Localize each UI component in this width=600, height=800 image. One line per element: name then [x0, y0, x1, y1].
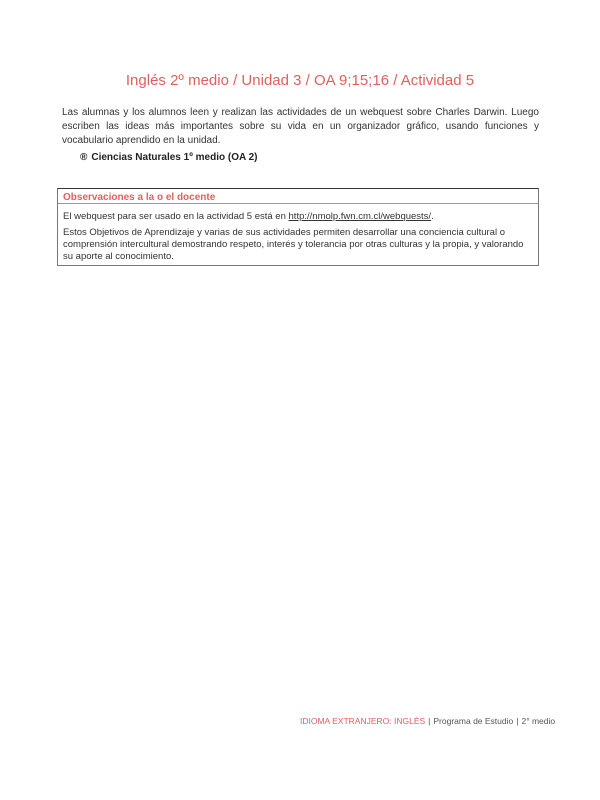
observations-paragraph-1	[63, 211, 533, 223]
footer-separator-2: |	[516, 716, 519, 726]
page-footer	[300, 716, 556, 726]
footer-subject: IDIOMA EXTRANJERO: INGLÉS	[300, 716, 426, 726]
footer-grade: 2° medio	[521, 716, 556, 726]
registered-icon: ®	[80, 152, 88, 163]
observations-divider	[58, 203, 538, 204]
page-title: Inglés 2º medio / Unidad 3 / OA 9;15;16 / Actividad 5	[125, 72, 475, 89]
observations-p1-end: .	[431, 211, 434, 222]
activity-intro: Las alumnas y los alumnos leen y realizan las actividades de un webquest sobre Charles Darwin. Luego escriben las ideas más importantes sobre su vida en un organizador gráfico, usando funciones y vocabulario aprendido en la unidad.	[62, 107, 539, 146]
teacher-observations-box	[57, 188, 539, 266]
observations-p1-text: El webquest para ser usado en la actividad 5 está en	[63, 211, 289, 222]
webquest-link[interactable]: http://nmolp.fwn.cm.cl/webquests/	[288, 211, 432, 222]
footer-separator: |	[428, 716, 431, 726]
observations-title: Observaciones a la o el docente	[63, 192, 216, 203]
observations-paragraph-2: Estos Objetivos de Aprendizaje y varias de sus actividades permiten desarrollar una conciencia cultural o comprensión intercultural demostrando respeto, interés y tolerancia por otras culturas y la propia, y valorando su aporte al conocimiento.	[63, 227, 524, 262]
footer-program: Programa de Estudio	[433, 716, 514, 726]
cross-reference-text: Ciencias Naturales 1º medio (OA 2)	[91, 152, 258, 163]
cross-reference	[80, 152, 258, 163]
